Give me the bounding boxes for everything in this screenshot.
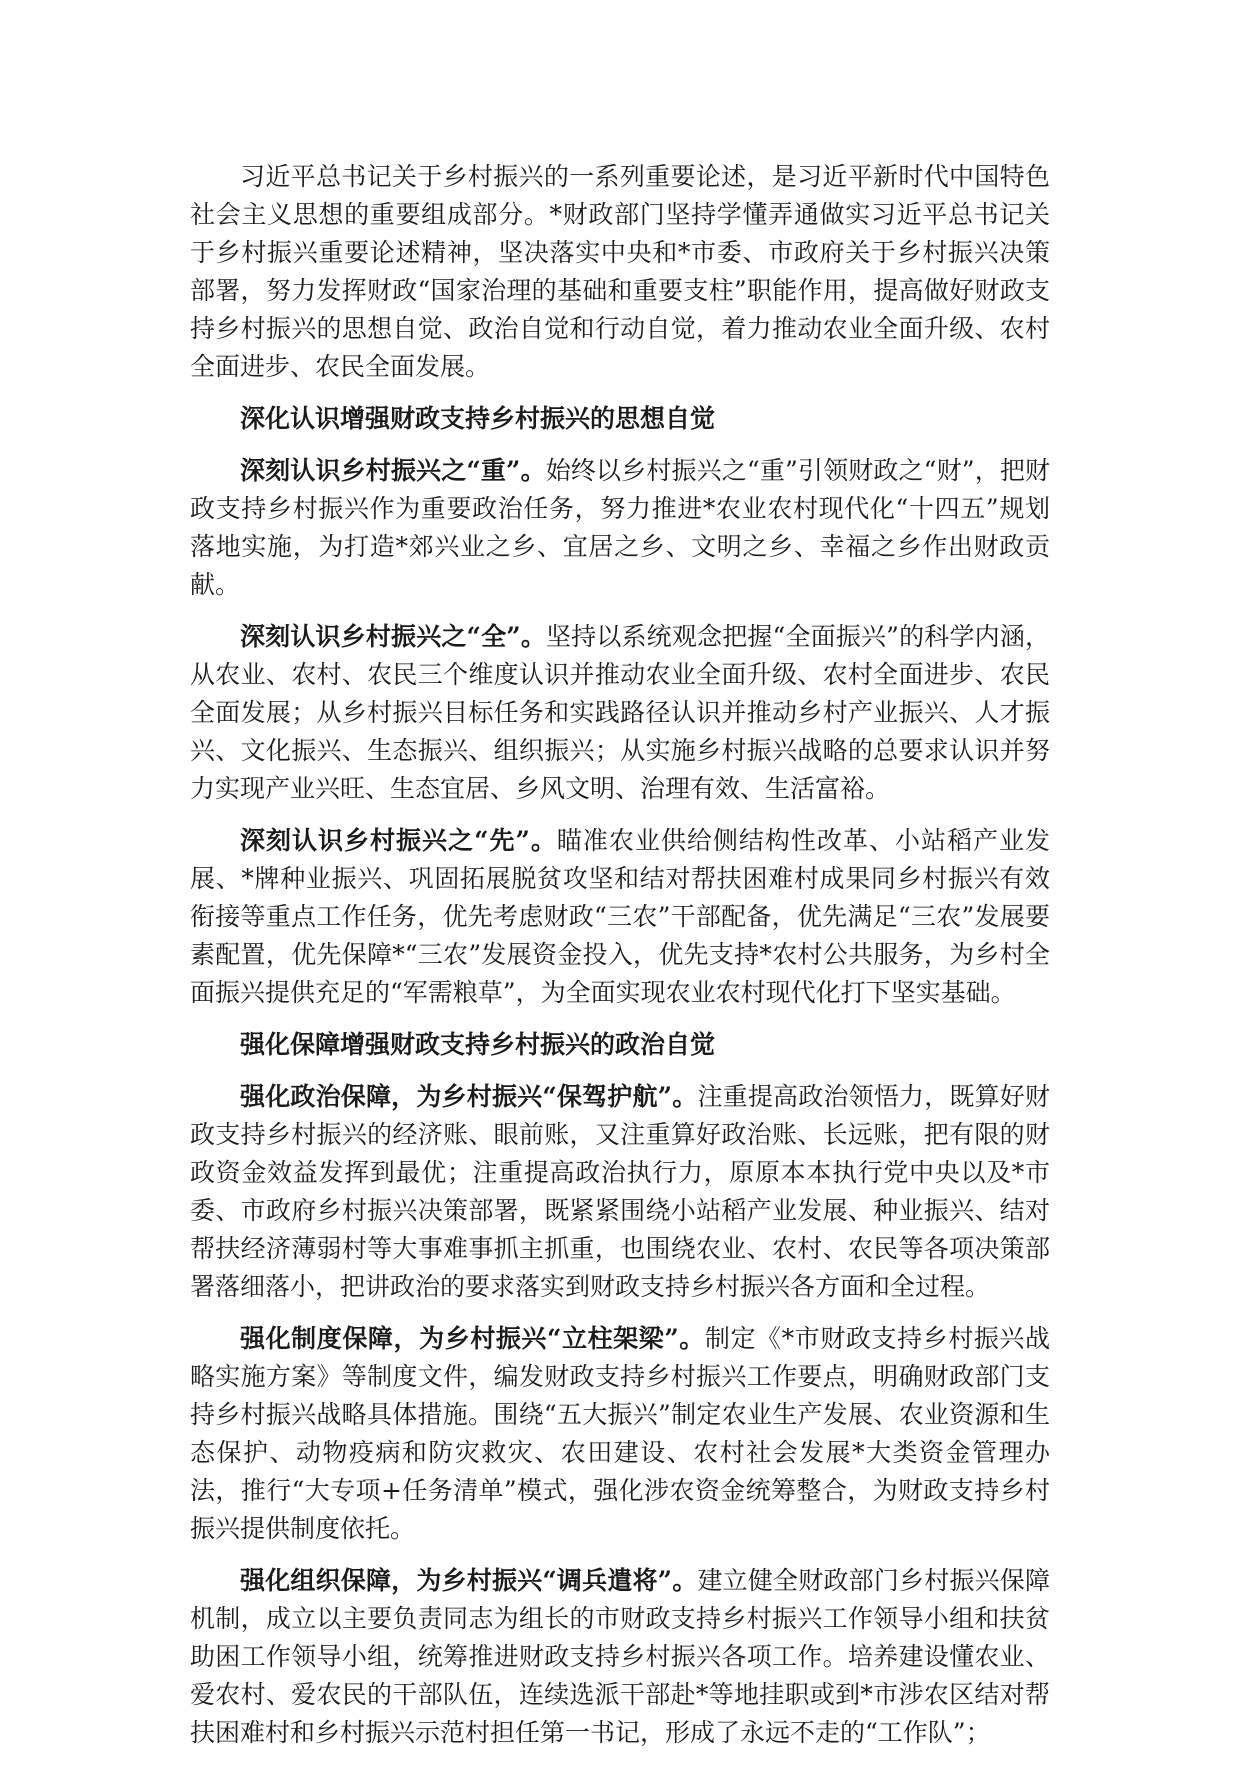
item-lead: 深刻认识乡村振兴之“重”。	[240, 456, 546, 485]
section-1-item-3	[190, 822, 1050, 1012]
item-body: 坚持以系统观念把握“全面振兴”的科学内涵，从农业、农村、农民三个维度认识并推动农业全面升级、农村全面进步、农民全面发展；从乡村振兴目标任务和实践路径认识并推动乡村产业振兴、人才振兴、文化振兴、生态振兴、组织振兴；从实施乡村振兴战略的总要求认识并努力实现产业兴旺、生态宜居、乡风文明、治理有效、生活富裕。	[190, 622, 1050, 803]
intro-paragraph: 习近平总书记关于乡村振兴的一系列重要论述，是习近平新时代中国特色社会主义思想的重要组成部分。*财政部门坚持学懂弄通做实习近平总书记关于乡村振兴重要论述精神，坚决落实中央和*市委、市政府关于乡村振兴决策部署，努力发挥财政“国家治理的基础和重要支柱”职能作用，提高做好财政支持乡村振兴的思想自觉、政治自觉和行动自觉，着力推动农业全面升级、农村全面进步、农民全面发展。	[190, 162, 1050, 381]
section-1-heading: 深化认识增强财政支持乡村振兴的思想自觉	[240, 404, 716, 433]
section-2-item-2	[190, 1320, 1050, 1548]
item-lead: 深刻认识乡村振兴之“先”。	[240, 826, 557, 855]
section-2-item-1	[190, 1078, 1050, 1306]
section-1-item-1	[190, 452, 1050, 604]
item-body: 制定《*市财政支持乡村振兴战略实施方案》等制度文件，编发财政支持乡村振兴工作要点，明确财政部门支持乡村振兴战略具体措施。围绕“五大振兴”制定农业生产发展、农业资源和生态保护、动物疫病和防灾救灾、农田建设、农村社会发展*大类资金管理办法，推行“大专项+任务清单”模式，强化涉农资金统筹整合，为财政支持乡村振兴提供制度依托。	[190, 1324, 1050, 1543]
document-page	[190, 158, 1050, 1766]
item-body: 注重提高政治领悟力，既算好财政支持乡村振兴的经济账、眼前账，又注重算好政治账、长远账，把有限的财政资金效益发挥到最优；注重提高政治执行力，原原本本执行党中央以及*市委、市政府乡村振兴决策部署，既紧紧围绕小站稻产业发展、种业振兴、结对帮扶经济薄弱村等大事难事抓主抓重，也围绕农业、农村、农民等各项决策部署落细落小，把讲政治的要求落实到财政支持乡村振兴各方面和全过程。	[190, 1082, 1050, 1301]
item-lead: 强化政治保障，为乡村振兴“保驾护航”。	[240, 1082, 698, 1111]
section-2-item-3	[190, 1562, 1050, 1752]
item-lead: 深刻认识乡村振兴之“全”。	[240, 622, 546, 651]
item-body: 始终以乡村振兴之“重”引领财政之“财”，把财政支持乡村振兴作为重要政治任务，努力推进*农业农村现代化“十四五”规划落地实施，为打造*郊兴业之乡、宜居之乡、文明之乡、幸福之乡作出财政贡献。	[190, 456, 1050, 599]
item-body: 建立健全财政部门乡村振兴保障机制，成立以主要负责同志为组长的市财政支持乡村振兴工作领导小组和扶贫助困工作领导小组，统筹推进财政支持乡村振兴各项工作。培养建设懂农业、爱农村、爱农民的干部队伍，连续选派干部赴*等地挂职或到*市涉农区结对帮扶困难村和乡村振兴示范村担任第一书记，形成了永远不走的“工作队”；	[190, 1566, 1050, 1747]
item-lead: 强化制度保障，为乡村振兴“立柱架梁”。	[240, 1324, 705, 1353]
section-2-heading: 强化保障增强财政支持乡村振兴的政治自觉	[240, 1030, 716, 1059]
item-lead: 强化组织保障，为乡村振兴“调兵遣将”。	[240, 1566, 698, 1595]
item-body: 瞄准农业供给侧结构性改革、小站稻产业发展、*牌种业振兴、巩固拓展脱贫攻坚和结对帮扶困难村成果同乡村振兴有效衔接等重点工作任务，优先考虑财政“三农”干部配备，优先满足“三农”发展要素配置，优先保障*“三农”发展资金投入，优先支持*农村公共服务，为乡村全面振兴提供充足的“军需粮草”，为全面实现农业农村现代化打下坚实基础。	[190, 826, 1050, 1007]
section-1-item-2	[190, 618, 1050, 808]
